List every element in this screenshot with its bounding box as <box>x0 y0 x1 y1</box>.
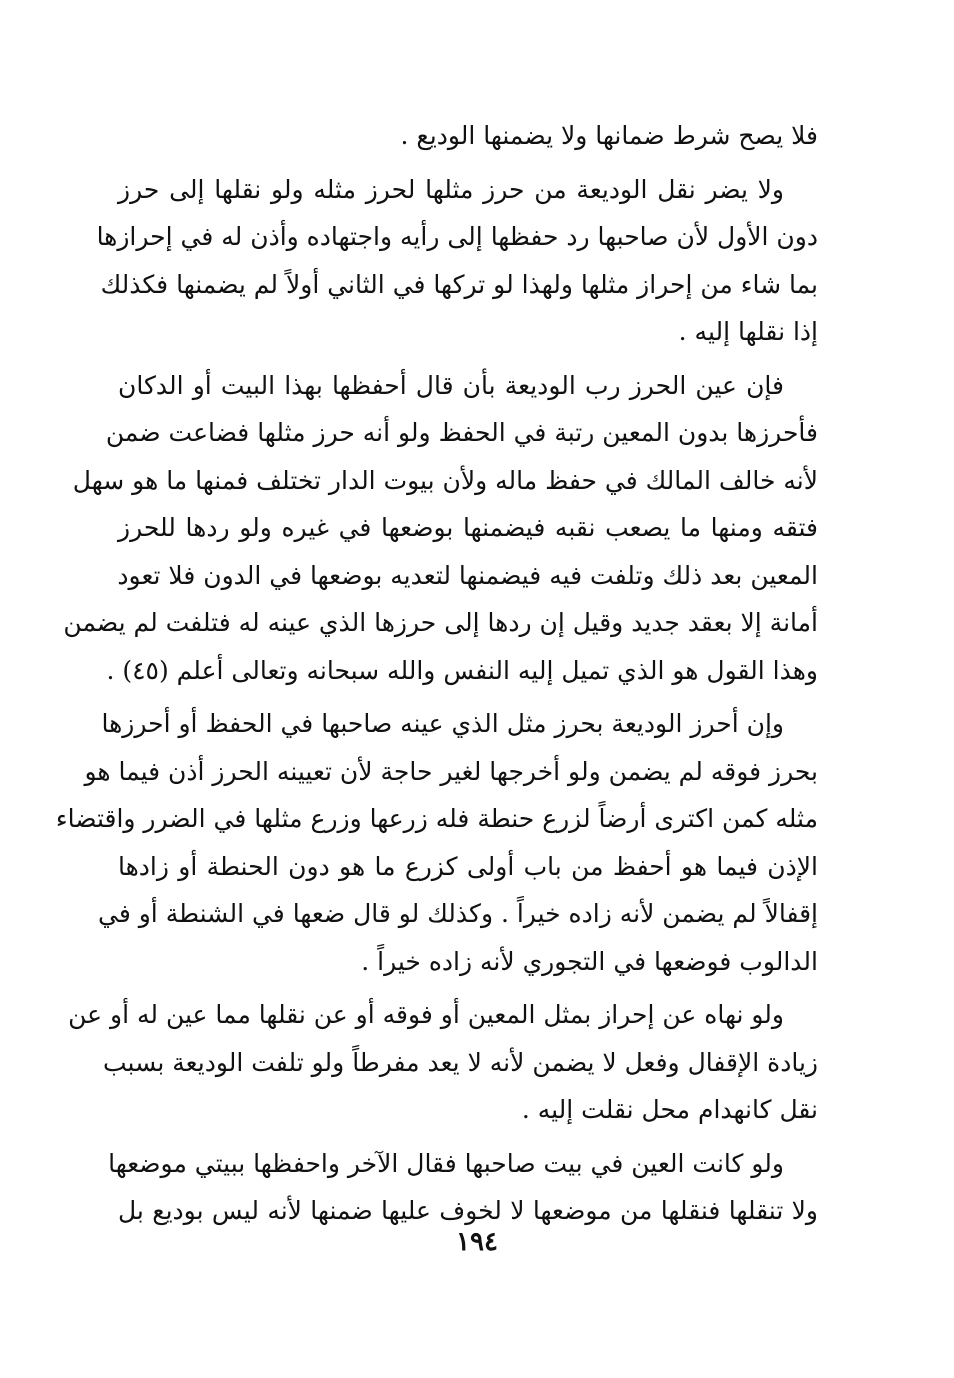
paragraph <box>68 991 818 1134</box>
text-line: فلا يصح شرط ضمانها ولا يضمنها الوديع . <box>400 121 818 150</box>
paragraph <box>96 166 818 356</box>
text-line: بحرز فوقه لم يضمن ولو أخرجها لغير حاجة لأن تعيينه الحرز أذن فيما هو <box>84 756 818 786</box>
text-line: مثله كمن اكترى أرضاً لزرع حنطة فله زرعها وزرع مثلها في الضرر واقتضاء <box>55 804 818 833</box>
text-line: بما شاء من إحراز مثلها ولهذا لو تركها في الثاني أولاً لم يضمنها فكذلك <box>100 269 818 299</box>
text-line: لأنه خالف المالك في حفظ ماله ولأن بيوت الدار تختلف فمنها ما هو سهل <box>72 465 818 495</box>
text-line: الدالوب فوضعها في التجوري لأنه زاده خيراً . <box>361 946 818 976</box>
text-line: دون الأول لأن صاحبها رد حفظها إلى رأيه واجتهاده وأذن له في إحرازها <box>96 222 818 251</box>
text-line: فإن عين الحرز رب الوديعة بأن قال أحفظها بهذا البيت أو الدكان <box>118 370 784 400</box>
text-line: نقل كانهدام محل نقلت إليه . <box>521 1095 818 1124</box>
text-line: إذا نقلها إليه . <box>678 317 818 346</box>
page-body <box>55 112 818 1235</box>
paragraph <box>118 112 818 160</box>
paragraph <box>63 362 818 695</box>
paragraph <box>108 1140 818 1235</box>
paragraph <box>55 700 818 985</box>
text-line: زيادة الإقفال وفعل لا يضمن لأنه لا يعد مفرطاً ولو تلفت الوديعة بسبب <box>102 1047 818 1077</box>
text-line: ولا تنقلها فنقلها من موضعها لا لخوف عليها ضمنها لأنه ليس بوديع بل <box>118 1196 818 1225</box>
text-line: الإذن فيما هو أحفظ من باب أولى كزرع ما هو دون الحنطة أو زادها <box>118 851 818 881</box>
text-line: ولا يضر نقل الوديعة من حرز مثلها لحرز مثله ولو نقلها إلى حرز <box>118 174 784 204</box>
text-line: أمانة إلا بعقد جديد وقيل إن ردها إلى حرزها الذي عينه له فتلفت لم يضمن <box>63 608 818 637</box>
text-line: ولو كانت العين في بيت صاحبها فقال الآخر واحفظها ببيتي موضعها <box>108 1148 784 1178</box>
text-line: فأحرزها بدون المعين رتبة في الحفظ ولو أنه حرز مثلها فضاعت ضمن <box>105 418 818 447</box>
text-line: إقفالاً لم يضمن لأنه زاده خيراً . وكذلك لو قال ضعها في الشنطة أو في <box>98 899 818 928</box>
text-line: وإن أحرز الوديعة بحرز مثل الذي عينه صاحبها في الحفظ أو أحرزها <box>101 709 784 738</box>
text-line: وهذا القول هو الذي تميل إليه النفس والله سبحانه وتعالى أعلم (٤٥) . <box>106 655 818 685</box>
text-line: المعين بعد ذلك وتلفت فيه فيضمنها لتعديه بوضعها في الدون فلا تعود <box>117 560 818 590</box>
page-number: ١٩٤ <box>456 1227 498 1257</box>
text-line: فتقه ومنها ما يصعب نقبه فيضمنها بوضعها في غيره ولو ردها للحرز <box>118 513 818 542</box>
text-line: ولو نهاه عن إحراز بمثل المعين أو فوقه أو عن نقلها مما عين له أو عن <box>68 1000 784 1029</box>
